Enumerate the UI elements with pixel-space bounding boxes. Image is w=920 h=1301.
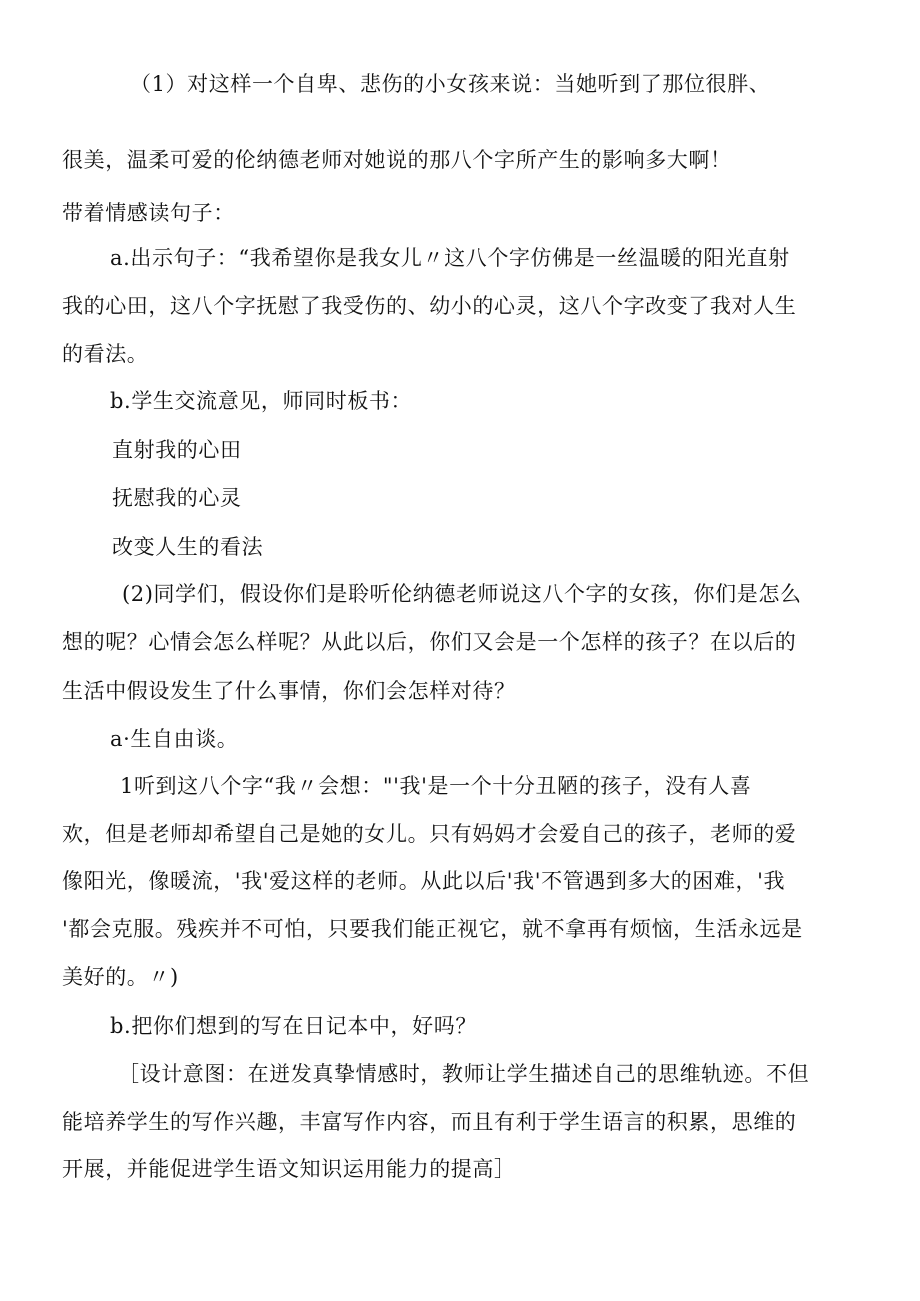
- paragraph-line: b.把你们想到的写在日记本中，好吗？: [110, 1014, 477, 1038]
- design-intent-line: 开展，并能促进学生语文知识运用能力的提高］: [62, 1157, 516, 1181]
- paragraph-line: 生活中假设发生了什么事情，你们会怎样对待？: [62, 679, 516, 703]
- paragraph-line: 美好的。〃): [62, 965, 179, 989]
- design-intent-line: ［设计意图：在迸发真挚情感时，教师让学生描述自己的思维轨迹。不但: [118, 1062, 810, 1086]
- paragraph-line: 1听到这八个字“我〃会想："'我'是一个十分丑陋的孩子，没有人喜: [120, 774, 752, 798]
- paragraph-line: (2)同学们，假设你们是聆听伦纳德老师说这八个字的女孩，你们是怎么: [122, 582, 802, 606]
- board-note-line: 改变人生的看法: [112, 535, 264, 559]
- paragraph-line: 像阳光，像暖流，'我'爱这样的老师。从此以后'我'不管遇到多大的困难，'我: [62, 869, 786, 893]
- paragraph-line: 想的呢？心情会怎么样呢？从此以后，你们又会是一个怎样的孩子？在以后的: [62, 630, 797, 654]
- paragraph-line: 我的心田，这八个字抚慰了我受伤的、幼小的心灵，这八个字改变了我对人生: [62, 294, 797, 318]
- paragraph-line: a.出示句子：“我希望你是我女儿〃这八个字仿佛是一丝温暖的阳光直射: [110, 246, 790, 270]
- paragraph-line: b.学生交流意见，师同时板书：: [110, 389, 413, 413]
- board-note-line: 抚慰我的心灵: [112, 486, 242, 510]
- paragraph-line: 很美，温柔可爱的伦纳德老师对她说的那八个字所产生的影响多大啊！: [62, 148, 732, 172]
- paragraph-line: （1）对这样一个自卑、悲伤的小女孩来说：当她听到了那位很胖、: [130, 72, 771, 96]
- paragraph-line: a·生自由谈。: [110, 727, 239, 751]
- paragraph-line: '都会克服。残疾并不可怕，只要我们能正视它，就不拿再有烦恼，生活永远是: [62, 917, 803, 941]
- design-intent-line: 能培养学生的写作兴趣，丰富写作内容，而且有利于学生语言的积累，思维的: [62, 1110, 797, 1134]
- paragraph-line: 欢，但是老师却希望自己是她的女儿。只有妈妈才会爱自己的孩子，老师的爱: [62, 822, 797, 846]
- paragraph-line: 带着情感读句子：: [62, 201, 235, 225]
- paragraph-line: 的看法。: [62, 342, 149, 366]
- board-note-line: 直射我的心田: [112, 438, 242, 462]
